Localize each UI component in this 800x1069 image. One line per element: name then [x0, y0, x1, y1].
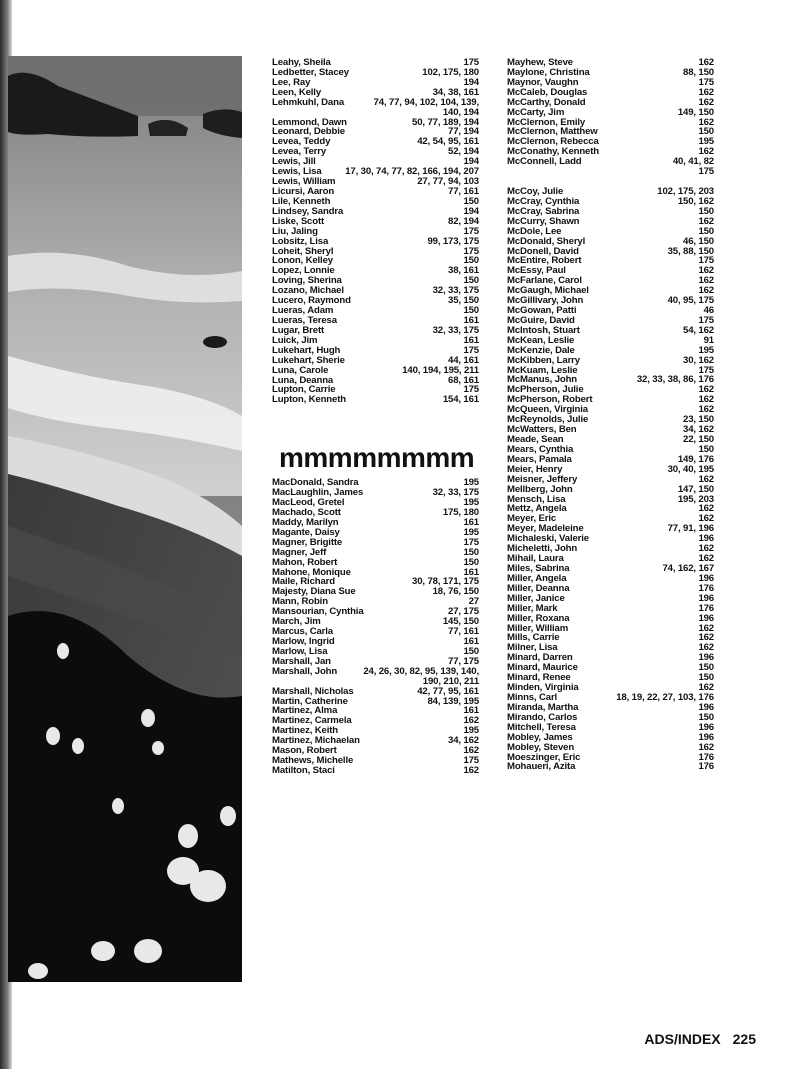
entry-pages: 194 [463, 156, 479, 168]
entry-pages: 162 [698, 215, 714, 227]
entry-pages: 38, 161 [448, 265, 479, 277]
entry-name: Mahon, Robert [272, 556, 338, 568]
entry-name: Lueras, Adam [272, 305, 334, 317]
entry-pages: 162 [698, 404, 714, 416]
entry-name: McCarthy, Donald [507, 96, 586, 108]
entry-name: Minns, Carl [507, 691, 558, 703]
entry-name: Levea, Terry [272, 146, 327, 158]
entry-pages: 23, 150 [683, 414, 714, 426]
entry-name: McDonald, Sheryl [507, 235, 586, 247]
entry-name: Lehmkuhl, Dana [272, 96, 344, 108]
entry-name: Mathews, Michelle [272, 755, 354, 767]
entry-pages: 18, 76, 150 [432, 586, 479, 598]
entry-name: Martinez, Keith [272, 725, 338, 737]
entry-name: Miller, Angela [507, 572, 567, 584]
entry-name: Martinez, Alma [272, 705, 338, 717]
entry-pages: 195 [698, 136, 714, 148]
entry-name: McEntire, Robert [507, 255, 582, 267]
entry-pages: 175 [463, 536, 479, 548]
entry-name: Marlow, Lisa [272, 645, 328, 657]
entry-pages: 162 [698, 543, 714, 555]
entry-pages: 150 [463, 195, 479, 207]
entry-name: Lucero, Raymond [272, 295, 351, 307]
entry-name: McGuire, David [507, 314, 575, 326]
entry-name: Michaleski, Valerie [507, 533, 589, 545]
entry-pages: 74, 162, 167 [662, 563, 714, 574]
entry-name: Lobsitz, Lisa [272, 235, 329, 247]
entry-pages-continued: 140, 194 [442, 106, 479, 118]
entry-name: Minard, Darren [507, 652, 573, 664]
beach-photo-image [8, 56, 242, 982]
entry-pages: 175 [463, 225, 479, 237]
entry-pages: 175 [698, 314, 714, 326]
entry-name: McFarlane, Carol [507, 275, 582, 287]
entry-pages: 68, 161 [448, 374, 479, 386]
page-footer [644, 1031, 756, 1047]
entry-pages: 196 [698, 652, 714, 664]
entry-pages: 162 [698, 473, 714, 485]
entry-pages: 195 [463, 497, 479, 509]
entry-pages: 162 [463, 715, 479, 727]
entry-pages: 18, 19, 22, 27, 103, 176 [616, 691, 714, 703]
entry-name: Mohaueri, Azita [507, 761, 576, 773]
entry-pages: 147, 150 [677, 483, 714, 495]
entry-name: Maile, Richard [272, 576, 335, 588]
entry-pages: 161 [463, 705, 479, 717]
entry-pages: 196 [698, 701, 714, 713]
entry-name: Minard, Maurice [507, 662, 578, 674]
entry-pages: 162 [698, 265, 714, 277]
entry-name: McCoy, Julie [507, 185, 564, 197]
entry-name: McGaugh, Michael [507, 285, 589, 297]
entry-name: Lewis, William [272, 176, 336, 188]
entry-name: Lukehart, Sherie [272, 354, 345, 366]
entry-pages: 32, 33, 175 [432, 285, 479, 297]
entry-pages: 34, 38, 161 [432, 86, 479, 98]
entry-name: Majesty, Diana Sue [272, 586, 356, 598]
entry-pages: 32, 33, 175 [432, 324, 479, 336]
entry-name: Mensch, Lisa [507, 493, 566, 505]
entry-name: McClernon, Emily [507, 116, 586, 128]
entry-name: McKenzie, Dale [507, 344, 575, 356]
entry-name: Miller, Janice [507, 592, 565, 604]
entry-pages: 176 [698, 761, 714, 773]
entry-name: Luna, Carole [272, 364, 329, 376]
entry-pages-continued: 175 [698, 166, 714, 178]
entry-name: Lewis, Jill [272, 156, 316, 168]
entry-name: Meade, Sean [507, 434, 564, 446]
entry-pages: 161 [463, 314, 479, 326]
entry-name: Martinez, Michaelan [272, 735, 360, 747]
entry-name: Moeszinger, Eric [507, 751, 581, 763]
entry-pages: 77, 161 [448, 185, 479, 197]
entry-pages: 30, 162 [683, 354, 714, 366]
entry-name: Lupton, Kenneth [272, 394, 346, 406]
entry-name: Lugar, Brett [272, 324, 325, 336]
entry-name: Luick, Jim [272, 334, 318, 346]
entry-pages: 162 [698, 96, 714, 108]
entry-pages: 162 [698, 57, 714, 68]
entry-pages: 27, 77, 94, 103 [417, 176, 479, 188]
entry-name: Lee, Ray [272, 76, 311, 88]
entry-name: Maynor, Vaughn [507, 76, 579, 88]
entry-pages: 22, 150 [683, 434, 714, 446]
entry-name: Lupton, Carrie [272, 384, 336, 396]
entry-pages: 195 [698, 344, 714, 356]
entry-pages: 17, 30, 74, 77, 82, 166, 194, 207 [345, 166, 479, 178]
entry-name: Mahone, Monique [272, 566, 351, 578]
entry-name: Mettz, Angela [507, 503, 567, 515]
index-entry [272, 366, 479, 376]
entry-pages: 30, 78, 171, 175 [412, 576, 479, 588]
entry-name: Ledbetter, Stacey [272, 66, 349, 78]
entry-pages: 162 [698, 741, 714, 753]
entry-pages: 91 [703, 334, 714, 346]
entry-name: Marlow, Ingrid [272, 636, 335, 648]
entry-pages: 149, 150 [677, 106, 714, 118]
entry-name: McEssy, Paul [507, 265, 566, 277]
entry-pages: 40, 95, 175 [667, 295, 714, 307]
entry-name: Lozano, Michael [272, 285, 344, 297]
entry-pages: 195, 203 [677, 493, 714, 505]
entry-name: McConnell, Ladd [507, 156, 582, 168]
entry-pages: 161 [463, 516, 479, 528]
entry-name: Levea, Teddy [272, 136, 331, 148]
entry-pages: 162 [698, 285, 714, 297]
entry-pages: 34, 162 [683, 424, 714, 436]
index-entry [272, 395, 479, 405]
entry-name: Lemmond, Dawn [272, 116, 347, 128]
index-entry [507, 157, 714, 167]
index-entry [507, 237, 714, 247]
entry-pages: 161 [463, 334, 479, 346]
entry-pages: 162 [698, 384, 714, 396]
entry-pages: 162 [698, 622, 714, 634]
entry-pages: 150 [698, 711, 714, 723]
entry-name: McClernon, Matthew [507, 126, 598, 138]
entry-name: Mears, Pamala [507, 453, 572, 465]
entry-pages: 150 [463, 305, 479, 317]
entry-pages: 176 [698, 582, 714, 594]
entry-name: MacLeod, Gretel [272, 497, 345, 509]
entry-pages: 77, 91, 196 [667, 523, 714, 535]
entry-name: McReynolds, Julie [507, 414, 589, 426]
entry-pages: 194 [463, 205, 479, 217]
entry-pages: 150 [698, 225, 714, 237]
entry-name: McGillivary, John [507, 295, 584, 307]
entry-name: Lopez, Lonnie [272, 265, 335, 277]
entry-pages: 176 [698, 751, 714, 763]
entry-pages: 99, 173, 175 [427, 235, 479, 247]
entry-pages: 27 [468, 596, 479, 608]
entry-pages: 30, 40, 195 [667, 463, 714, 475]
entry-pages: 161 [463, 566, 479, 578]
entry-pages: 35, 88, 150 [667, 245, 714, 257]
entry-pages: 195 [463, 477, 479, 489]
entry-name: Leonard, Debbie [272, 126, 345, 138]
entry-pages: 27, 175 [448, 606, 479, 618]
entry-name: McIntosh, Stuart [507, 324, 580, 336]
entry-pages: 32, 33, 175 [432, 487, 479, 499]
beach-photo [8, 56, 242, 982]
entry-name: McPherson, Robert [507, 394, 593, 406]
entry-name: Licursi, Aaron [272, 185, 335, 197]
entry-pages: 161 [463, 636, 479, 648]
entry-pages: 150 [463, 645, 479, 657]
entry-name: Meier, Henry [507, 463, 563, 475]
entry-pages: 52, 194 [448, 146, 479, 158]
entry-pages: 150 [698, 672, 714, 684]
entry-name: Magner, Jeff [272, 546, 327, 558]
entry-name: McGowan, Patti [507, 305, 577, 317]
footer-label: ADS/INDEX [644, 1031, 721, 1047]
entry-name: McKibben, Larry [507, 354, 580, 366]
entry-pages: 145, 150 [442, 616, 479, 628]
entry-pages: 175 [698, 255, 714, 267]
entry-pages: 88, 150 [683, 66, 714, 78]
entry-pages: 162 [698, 503, 714, 515]
entry-name: Miller, Mark [507, 602, 558, 614]
entry-name: McCarty, Jim [507, 106, 565, 118]
entry-name: Lonon, Kelley [272, 255, 333, 267]
entry-pages: 149, 176 [677, 453, 714, 465]
entry-name: Miranda, Martha [507, 701, 579, 713]
entry-pages: 195 [463, 526, 479, 538]
entry-name: McManus, John [507, 374, 578, 386]
entry-name: Marshall, Nicholas [272, 685, 354, 697]
entry-name: Luna, Deanna [272, 374, 334, 386]
entry-name: Liu, Jaling [272, 225, 318, 237]
entry-name: Meyer, Eric [507, 513, 557, 525]
entry-name: McDonell, David [507, 245, 579, 257]
entry-name: McCaleb, Douglas [507, 86, 588, 98]
entry-pages: 162 [463, 765, 479, 776]
entry-name: Lukehart, Hugh [272, 344, 341, 356]
entry-name: Micheletti, John [507, 543, 578, 555]
entry-pages: 175 [463, 755, 479, 767]
entry-name: March, Jim [272, 616, 321, 628]
entry-pages: 50, 77, 189, 194 [412, 116, 479, 128]
entry-pages: 84, 139, 195 [427, 695, 479, 707]
entry-pages: 24, 26, 30, 82, 95, 139, 140, [363, 665, 479, 677]
entry-name: McPherson, Julie [507, 384, 584, 396]
entry-name: McKuam, Leslie [507, 364, 578, 376]
entry-name: Leen, Kelly [272, 86, 322, 98]
entry-pages: 175 [463, 57, 479, 68]
entry-pages: 54, 162 [683, 324, 714, 336]
entry-pages: 102, 175, 203 [657, 185, 714, 197]
entry-name: Maddy, Marilyn [272, 516, 339, 528]
index-entry [272, 766, 479, 776]
entry-pages: 176 [698, 602, 714, 614]
entry-name: Leahy, Sheila [272, 57, 331, 68]
entry-pages: 162 [698, 394, 714, 406]
entry-name: Mirando, Carlos [507, 711, 578, 723]
entry-pages: 77, 194 [448, 126, 479, 138]
entry-pages: 140, 194, 195, 211 [402, 364, 479, 376]
entry-pages: 154, 161 [442, 394, 479, 406]
entry-pages: 175, 180 [442, 507, 479, 519]
entry-pages: 35, 150 [448, 295, 479, 307]
entry-name: Maylone, Christina [507, 66, 590, 78]
entry-name: MacLaughlin, James [272, 487, 364, 499]
entry-name: Miller, William [507, 622, 569, 634]
entry-name: Mayhew, Steve [507, 57, 573, 68]
entry-name: Lewis, Lisa [272, 166, 322, 178]
entry-name: MacDonald, Sandra [272, 477, 359, 489]
entry-name: Mihail, Laura [507, 553, 564, 565]
entry-name: Marshall, John [272, 665, 338, 677]
entry-name: Minden, Virginia [507, 682, 579, 694]
index-column-right [507, 58, 714, 772]
entry-name: Mann, Robin [272, 596, 328, 608]
index-column-left [272, 58, 479, 776]
entry-name: Martinez, Carmela [272, 715, 352, 727]
entry-name: Lindsey, Sandra [272, 205, 344, 217]
entry-pages: 150 [698, 205, 714, 217]
entry-pages: 34, 162 [448, 735, 479, 747]
entry-pages: 162 [698, 116, 714, 128]
entry-name: Magner, Brigitte [272, 536, 343, 548]
entry-name: Mears, Cynthia [507, 443, 574, 455]
entry-name: Lueras, Teresa [272, 314, 337, 326]
entry-pages: 162 [698, 146, 714, 158]
entry-name: McCurry, Shawn [507, 215, 580, 227]
entry-name: Mobley, Steven [507, 741, 575, 753]
entry-pages: 82, 194 [448, 215, 479, 227]
entry-pages: 162 [698, 553, 714, 565]
entry-name: Meisner, Jeffery [507, 473, 578, 485]
entry-name: Magante, Daisy [272, 526, 340, 538]
entry-pages: 150 [463, 275, 479, 287]
entry-pages: 150 [463, 546, 479, 558]
entry-pages: 150 [463, 255, 479, 267]
index-m-names-left [272, 478, 479, 776]
entry-pages: 162 [463, 745, 479, 757]
entry-pages: 196 [698, 572, 714, 584]
entry-pages: 162 [698, 513, 714, 525]
entry-pages: 150 [463, 556, 479, 568]
entry-pages: 196 [698, 612, 714, 624]
entry-pages: 196 [698, 721, 714, 733]
entry-name: Miller, Roxana [507, 612, 570, 624]
entry-pages: 42, 54, 95, 161 [417, 136, 479, 148]
entry-pages: 162 [698, 682, 714, 694]
entry-name: Miller, Deanna [507, 582, 570, 594]
entry-pages: 150 [698, 126, 714, 138]
entry-pages: 175 [463, 344, 479, 356]
page-number: 225 [732, 1031, 756, 1047]
entry-name: McCray, Cynthia [507, 195, 580, 207]
entry-name: Meyer, Madeleine [507, 523, 584, 535]
entry-pages: 150, 162 [677, 195, 714, 207]
entry-pages: 175 [698, 364, 714, 376]
entry-pages-continued: 190, 210, 211 [422, 675, 479, 687]
entry-pages: 195 [463, 725, 479, 737]
entry-pages: 102, 175, 180 [422, 66, 479, 78]
entry-name: Minard, Renee [507, 672, 571, 684]
entry-name: Loving, Sherina [272, 275, 342, 287]
entry-name: Mobley, James [507, 731, 573, 743]
entry-name: McQueen, Virginia [507, 404, 588, 416]
entry-pages: 196 [698, 533, 714, 545]
entry-pages: 162 [698, 275, 714, 287]
entry-name: Liske, Scott [272, 215, 325, 227]
entry-pages: 194 [463, 76, 479, 88]
entry-pages: 44, 161 [448, 354, 479, 366]
entry-name: Loheit, Sheryl [272, 245, 334, 257]
entry-name: Mellberg, John [507, 483, 573, 495]
entry-name: Machado, Scott [272, 507, 341, 519]
entry-name: McWatters, Ben [507, 424, 577, 436]
entry-pages: 77, 175 [448, 655, 479, 667]
entry-name: Matilton, Staci [272, 765, 335, 776]
entry-name: McCray, Sabrina [507, 205, 580, 217]
entry-name: McDole, Lee [507, 225, 562, 237]
entry-pages: 77, 161 [448, 626, 479, 638]
entry-name: Mills, Carrie [507, 632, 560, 644]
entry-pages: 162 [698, 86, 714, 98]
entry-name: Mason, Robert [272, 745, 337, 757]
index-entry [507, 762, 714, 772]
entry-name: Mitchell, Teresa [507, 721, 576, 733]
entry-name: Marshall, Jan [272, 655, 331, 667]
section-heading: mmmmmmmm [279, 442, 475, 474]
entry-pages: 162 [698, 642, 714, 654]
entry-pages: 46, 150 [683, 235, 714, 247]
entry-pages: 32, 33, 38, 86, 176 [636, 374, 714, 386]
entry-pages: 150 [698, 662, 714, 674]
entry-pages: 40, 41, 82 [672, 156, 714, 168]
entry-name: McKean, Leslie [507, 334, 575, 346]
entry-name: Miles, Sabrina [507, 563, 570, 574]
entry-pages: 175 [463, 384, 479, 396]
index-l-names [272, 58, 479, 405]
entry-pages: 196 [698, 731, 714, 743]
entry-pages: 175 [463, 245, 479, 257]
entry-pages: 196 [698, 592, 714, 604]
entry-pages: 46 [703, 305, 714, 317]
entry-name: Martin, Catherine [272, 695, 348, 707]
entry-name: Milner, Lisa [507, 642, 558, 654]
entry-name: Mansourian, Cynthia [272, 606, 364, 618]
entry-pages: 74, 77, 94, 102, 104, 139, [373, 96, 479, 108]
entry-pages: 42, 77, 95, 161 [417, 685, 479, 697]
entry-name: Lile, Kenneth [272, 195, 331, 207]
entry-name: McConathy, Kenneth [507, 146, 599, 158]
entry-pages: 150 [698, 443, 714, 455]
entry-name: McClernon, Rebecca [507, 136, 599, 148]
entry-pages: 175 [698, 76, 714, 88]
entry-name: Marcus, Carla [272, 626, 333, 638]
entry-pages: 162 [698, 632, 714, 644]
